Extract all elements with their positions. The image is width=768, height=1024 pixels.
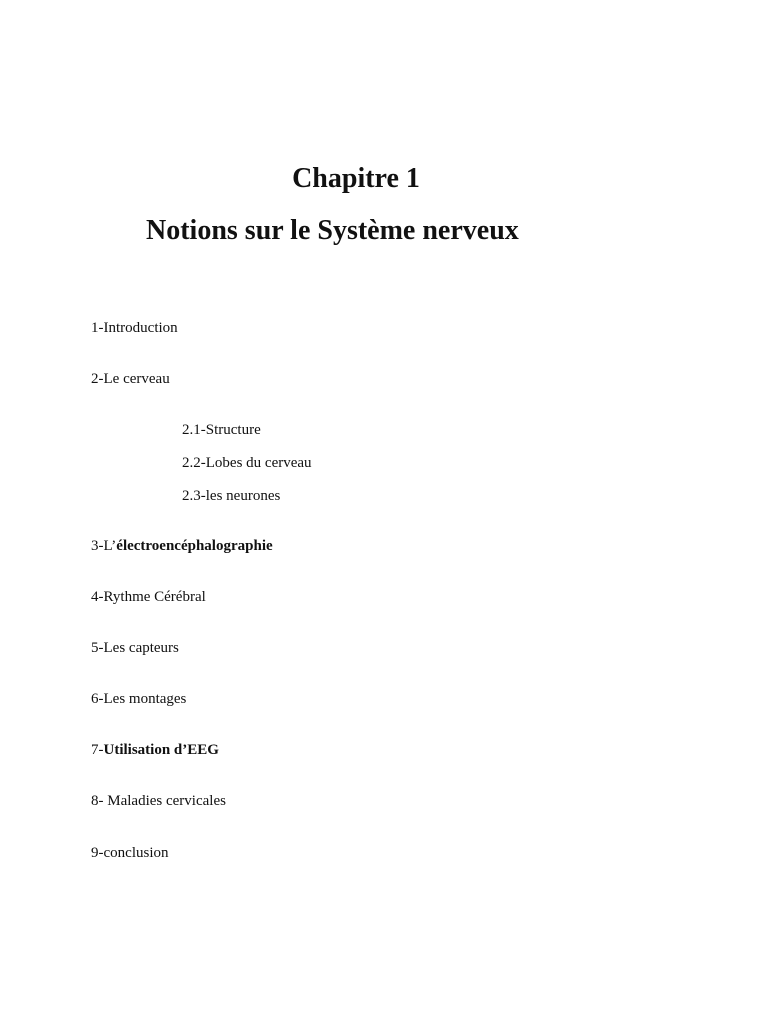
- toc-subitem-lobes: [182, 454, 312, 472]
- toc-item-label: Lobes du cerveau: [205, 455, 312, 471]
- toc-item-label: les neurones: [205, 488, 281, 504]
- toc-item-number: 9-: [91, 845, 104, 861]
- toc-item-rythme: [91, 588, 206, 606]
- toc-item-utilisation: [91, 741, 219, 759]
- toc-item-maladies: [91, 792, 226, 810]
- toc-item-label: Les capteurs: [103, 640, 179, 656]
- toc-item-label: Les montages: [103, 691, 187, 707]
- toc-item-number: 2.1-: [182, 422, 206, 438]
- toc-item-label: conclusion: [103, 845, 169, 861]
- toc-item-number: 4-: [91, 589, 104, 605]
- toc-item-label: Rythme Cérébral: [103, 589, 206, 605]
- toc-subitem-neurones: [182, 487, 280, 505]
- toc-item-number: 1-: [91, 320, 104, 336]
- toc-item-number: 5-: [91, 640, 104, 656]
- toc-item-capteurs: [91, 639, 179, 657]
- chapter-number: Chapitre 1: [292, 163, 420, 194]
- toc-item-number: 2.3-: [182, 488, 206, 504]
- toc-item-label: Le cerveau: [103, 371, 170, 387]
- toc-item-label: Maladies cervicales: [107, 793, 226, 809]
- toc-item-number: 2-: [91, 371, 104, 387]
- toc-item-label: électroencéphalographie: [116, 538, 273, 554]
- toc-item-montages: [91, 690, 186, 708]
- toc-item-label: Utilisation d’EEG: [103, 742, 219, 758]
- toc-item-number: 8-: [91, 793, 108, 809]
- chapter-title: Notions sur le Système nerveux: [146, 215, 519, 246]
- toc-item-label: Structure: [205, 422, 261, 438]
- toc-item-eeg: [91, 537, 273, 555]
- toc-item-number: 2.2-: [182, 455, 206, 471]
- toc-item-label: Introduction: [103, 320, 178, 336]
- toc-subitem-structure: [182, 421, 261, 439]
- toc-item-number: 7-: [91, 742, 104, 758]
- toc-item-number: 6-: [91, 691, 104, 707]
- toc-item-le-cerveau: [91, 370, 170, 388]
- toc-item-number: 3-L’: [91, 538, 117, 554]
- toc-item-conclusion: [91, 844, 169, 862]
- toc-item-introduction: [91, 319, 178, 337]
